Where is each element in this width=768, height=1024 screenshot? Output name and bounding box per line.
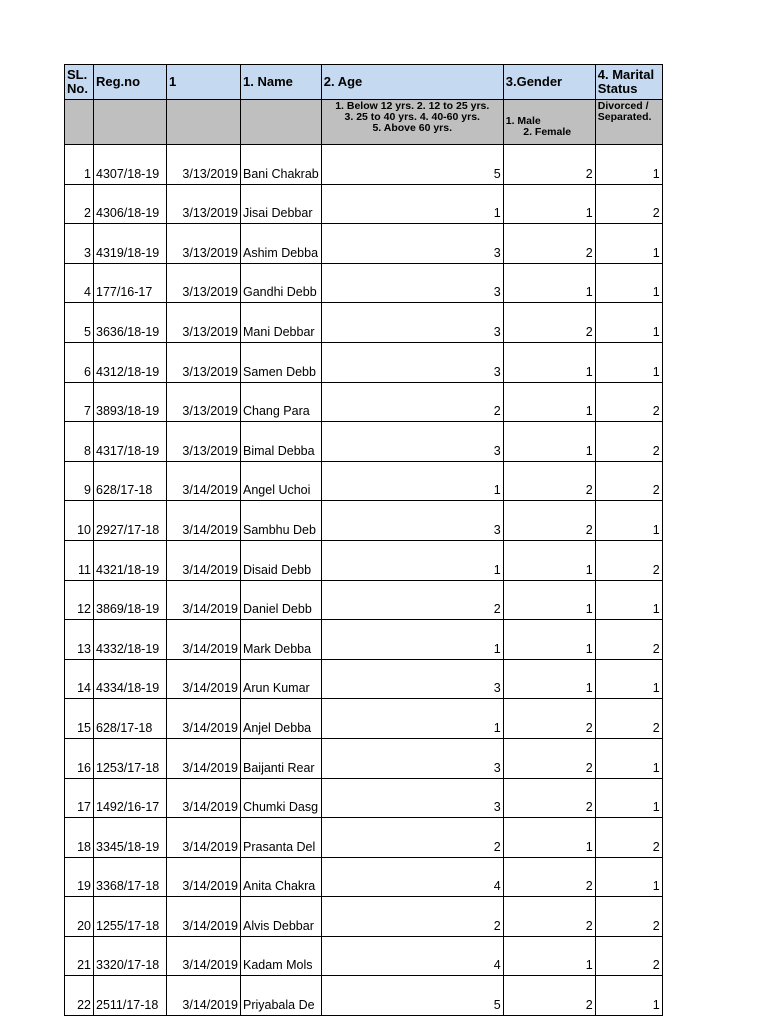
cell-date[interactable]: 3/14/2019 <box>167 936 241 976</box>
cell-marital-status[interactable]: 1 <box>595 857 662 897</box>
cell-gender[interactable]: 1 <box>503 184 595 224</box>
cell-name[interactable]: Mark Debba <box>241 620 322 660</box>
cell-name[interactable]: Bimal Debba <box>241 422 322 462</box>
cell-name[interactable]: Anjel Debba <box>241 699 322 739</box>
cell-name[interactable]: Gandhi Debb <box>241 263 322 303</box>
cell-gender[interactable]: 1 <box>503 382 595 422</box>
cell-sl-no[interactable]: 17 <box>65 778 94 818</box>
cell-age[interactable]: 3 <box>321 778 503 818</box>
cell-name[interactable]: Disaid Debb <box>241 540 322 580</box>
cell-reg-no[interactable]: 2927/17-18 <box>94 501 167 541</box>
cell-date[interactable]: 3/14/2019 <box>167 461 241 501</box>
subheader-empty <box>65 100 94 145</box>
cell-reg-no[interactable]: 3636/18-19 <box>94 303 167 343</box>
cell-reg-no[interactable]: 3869/18-19 <box>94 580 167 620</box>
cell-date[interactable]: 3/14/2019 <box>167 778 241 818</box>
table-row <box>65 184 663 224</box>
cell-name[interactable]: Samen Debb <box>241 342 322 382</box>
cell-sl-no[interactable]: 21 <box>65 936 94 976</box>
cell-reg-no[interactable]: 4321/18-19 <box>94 540 167 580</box>
cell-sl-no[interactable]: 8 <box>65 422 94 462</box>
cell-marital-status[interactable]: 2 <box>595 184 662 224</box>
cell-date[interactable]: 3/13/2019 <box>167 145 241 185</box>
cell-marital-status[interactable]: 1 <box>595 263 662 303</box>
cell-gender[interactable]: 2 <box>503 778 595 818</box>
cell-sl-no[interactable]: 4 <box>65 263 94 303</box>
cell-name[interactable]: Angel Uchoi <box>241 461 322 501</box>
cell-reg-no[interactable]: 4317/18-19 <box>94 422 167 462</box>
cell-age[interactable]: 1 <box>321 620 503 660</box>
cell-name[interactable]: Anita Chakra <box>241 857 322 897</box>
cell-age[interactable]: 5 <box>321 976 503 1016</box>
cell-reg-no[interactable]: 4307/18-19 <box>94 145 167 185</box>
table-row <box>65 659 663 699</box>
table-row <box>65 897 663 937</box>
cell-sl-no[interactable]: 5 <box>65 303 94 343</box>
cell-date[interactable]: 3/14/2019 <box>167 818 241 858</box>
header-row <box>65 65 663 100</box>
cell-reg-no[interactable]: 628/17-18 <box>94 461 167 501</box>
cell-reg-no[interactable]: 3893/18-19 <box>94 382 167 422</box>
subheader-marital-codes: Divorced / Separated. <box>595 100 662 145</box>
cell-gender[interactable]: 2 <box>503 461 595 501</box>
cell-reg-no[interactable]: 4334/18-19 <box>94 659 167 699</box>
table-row <box>65 857 663 897</box>
table-row <box>65 145 663 185</box>
cell-date[interactable]: 3/14/2019 <box>167 857 241 897</box>
cell-sl-no[interactable]: 15 <box>65 699 94 739</box>
subheader-age-codes: 1. Below 12 yrs. 2. 12 to 25 yrs. 3. 25 to 40 yrs. 4. 40-60 yrs. 5. Above 60 yrs. <box>321 100 503 145</box>
cell-sl-no[interactable]: 2 <box>65 184 94 224</box>
header-age: 2. Age <box>321 65 503 100</box>
cell-sl-no[interactable]: 18 <box>65 818 94 858</box>
cell-gender[interactable]: 1 <box>503 936 595 976</box>
cell-reg-no[interactable]: 3320/17-18 <box>94 936 167 976</box>
table-row <box>65 738 663 778</box>
cell-gender[interactable]: 1 <box>503 620 595 660</box>
cell-name[interactable]: Chang Para <box>241 382 322 422</box>
table-row <box>65 422 663 462</box>
cell-marital-status[interactable]: 2 <box>595 818 662 858</box>
cell-date[interactable]: 3/13/2019 <box>167 342 241 382</box>
cell-sl-no[interactable]: 7 <box>65 382 94 422</box>
cell-name[interactable]: Kadam Mols <box>241 936 322 976</box>
cell-sl-no[interactable]: 13 <box>65 620 94 660</box>
cell-marital-status[interactable]: 1 <box>595 145 662 185</box>
cell-age[interactable]: 1 <box>321 699 503 739</box>
subheader-empty <box>94 100 167 145</box>
cell-gender[interactable]: 2 <box>503 897 595 937</box>
cell-sl-no[interactable]: 14 <box>65 659 94 699</box>
cell-sl-no[interactable]: 22 <box>65 976 94 1016</box>
cell-reg-no[interactable]: 628/17-18 <box>94 699 167 739</box>
cell-date[interactable]: 3/14/2019 <box>167 659 241 699</box>
cell-marital-status[interactable]: 1 <box>595 303 662 343</box>
cell-gender[interactable]: 2 <box>503 224 595 264</box>
cell-name[interactable]: Alvis Debbar <box>241 897 322 937</box>
cell-marital-status[interactable]: 1 <box>595 976 662 1016</box>
cell-age[interactable]: 3 <box>321 224 503 264</box>
cell-reg-no[interactable]: 1255/17-18 <box>94 897 167 937</box>
cell-gender[interactable]: 1 <box>503 422 595 462</box>
cell-reg-no[interactable]: 4332/18-19 <box>94 620 167 660</box>
cell-marital-status[interactable]: 2 <box>595 540 662 580</box>
cell-age[interactable]: 2 <box>321 818 503 858</box>
cell-reg-no[interactable]: 177/16-17 <box>94 263 167 303</box>
cell-sl-no[interactable]: 16 <box>65 738 94 778</box>
cell-reg-no[interactable]: 4319/18-19 <box>94 224 167 264</box>
cell-sl-no[interactable]: 1 <box>65 145 94 185</box>
cell-reg-no[interactable]: 4306/18-19 <box>94 184 167 224</box>
table-row <box>65 699 663 739</box>
cell-gender[interactable]: 2 <box>503 145 595 185</box>
cell-marital-status[interactable]: 2 <box>595 620 662 660</box>
cell-age[interactable]: 3 <box>321 263 503 303</box>
table-row <box>65 818 663 858</box>
cell-name[interactable]: Jisai Debbar <box>241 184 322 224</box>
cell-marital-status[interactable]: 2 <box>595 382 662 422</box>
table-row <box>65 540 663 580</box>
table-row <box>65 778 663 818</box>
cell-age[interactable]: 3 <box>321 342 503 382</box>
cell-age[interactable]: 2 <box>321 580 503 620</box>
table-row <box>65 303 663 343</box>
cell-gender[interactable]: 2 <box>503 699 595 739</box>
cell-gender[interactable]: 1 <box>503 580 595 620</box>
table-row <box>65 342 663 382</box>
subheader-gender-codes: 1. Male 2. Female <box>503 100 595 145</box>
cell-age[interactable]: 3 <box>321 501 503 541</box>
cell-sl-no[interactable]: 3 <box>65 224 94 264</box>
spreadsheet <box>64 64 663 1016</box>
cell-date[interactable]: 3/14/2019 <box>167 897 241 937</box>
cell-age[interactable]: 3 <box>321 738 503 778</box>
cell-date[interactable]: 3/14/2019 <box>167 540 241 580</box>
cell-age[interactable]: 5 <box>321 145 503 185</box>
cell-age[interactable]: 2 <box>321 382 503 422</box>
cell-age[interactable]: 4 <box>321 936 503 976</box>
cell-marital-status[interactable]: 2 <box>595 422 662 462</box>
cell-marital-status[interactable]: 1 <box>595 342 662 382</box>
cell-reg-no[interactable]: 1492/16-17 <box>94 778 167 818</box>
table-row <box>65 620 663 660</box>
cell-gender[interactable]: 2 <box>503 501 595 541</box>
cell-age[interactable]: 4 <box>321 857 503 897</box>
cell-gender[interactable]: 1 <box>503 659 595 699</box>
cell-date[interactable]: 3/13/2019 <box>167 382 241 422</box>
cell-marital-status[interactable]: 2 <box>595 699 662 739</box>
cell-gender[interactable]: 1 <box>503 818 595 858</box>
header-gender: 3.Gender <box>503 65 595 100</box>
cell-gender[interactable]: 2 <box>503 303 595 343</box>
cell-gender[interactable]: 1 <box>503 263 595 303</box>
cell-name[interactable]: Daniel Debb <box>241 580 322 620</box>
header-reg-no: Reg.no <box>94 65 167 100</box>
cell-name[interactable]: Mani Debbar <box>241 303 322 343</box>
cell-age[interactable]: 1 <box>321 461 503 501</box>
cell-date[interactable]: 3/13/2019 <box>167 263 241 303</box>
header-date: 1 <box>167 65 241 100</box>
cell-name[interactable]: Baijanti Rear <box>241 738 322 778</box>
cell-date[interactable]: 3/14/2019 <box>167 501 241 541</box>
cell-date[interactable]: 3/13/2019 <box>167 422 241 462</box>
table-row <box>65 580 663 620</box>
cell-name[interactable]: Ashim Debba <box>241 224 322 264</box>
cell-age[interactable]: 3 <box>321 303 503 343</box>
table-row <box>65 382 663 422</box>
subheader-row <box>65 100 663 145</box>
cell-date[interactable]: 3/13/2019 <box>167 184 241 224</box>
cell-reg-no[interactable]: 3368/17-18 <box>94 857 167 897</box>
subheader-empty <box>167 100 241 145</box>
cell-age[interactable]: 3 <box>321 422 503 462</box>
cell-date[interactable]: 3/14/2019 <box>167 620 241 660</box>
cell-age[interactable]: 1 <box>321 184 503 224</box>
table-row <box>65 263 663 303</box>
cell-sl-no[interactable]: 11 <box>65 540 94 580</box>
cell-reg-no[interactable]: 2511/17-18 <box>94 976 167 1016</box>
cell-date[interactable]: 3/13/2019 <box>167 303 241 343</box>
header-marital-status: 4. Marital Status <box>595 65 662 100</box>
table-row <box>65 461 663 501</box>
cell-gender[interactable]: 2 <box>503 976 595 1016</box>
cell-gender[interactable]: 1 <box>503 342 595 382</box>
table-row <box>65 224 663 264</box>
cell-reg-no[interactable]: 3345/18-19 <box>94 818 167 858</box>
cell-name[interactable]: Priyabala De <box>241 976 322 1016</box>
cell-date[interactable]: 3/14/2019 <box>167 580 241 620</box>
cell-sl-no[interactable]: 19 <box>65 857 94 897</box>
cell-sl-no[interactable]: 6 <box>65 342 94 382</box>
cell-marital-status[interactable]: 1 <box>595 501 662 541</box>
cell-date[interactable]: 3/14/2019 <box>167 699 241 739</box>
cell-sl-no[interactable]: 20 <box>65 897 94 937</box>
cell-date[interactable]: 3/13/2019 <box>167 224 241 264</box>
data-table <box>64 64 663 1016</box>
cell-name[interactable]: Arun Kumar <box>241 659 322 699</box>
cell-gender[interactable]: 2 <box>503 857 595 897</box>
cell-name[interactable]: Prasanta Del <box>241 818 322 858</box>
cell-name[interactable]: Sambhu Deb <box>241 501 322 541</box>
cell-name[interactable]: Bani Chakrab <box>241 145 322 185</box>
cell-sl-no[interactable]: 12 <box>65 580 94 620</box>
cell-reg-no[interactable]: 1253/17-18 <box>94 738 167 778</box>
cell-sl-no[interactable]: 10 <box>65 501 94 541</box>
table-row <box>65 936 663 976</box>
cell-reg-no[interactable]: 4312/18-19 <box>94 342 167 382</box>
cell-marital-status[interactable]: 2 <box>595 461 662 501</box>
header-sl-no: SL. No. <box>65 65 94 100</box>
cell-marital-status[interactable]: 1 <box>595 580 662 620</box>
cell-marital-status[interactable]: 2 <box>595 936 662 976</box>
cell-date[interactable]: 3/14/2019 <box>167 976 241 1016</box>
cell-sl-no[interactable]: 9 <box>65 461 94 501</box>
header-name: 1. Name <box>241 65 322 100</box>
cell-marital-status[interactable]: 1 <box>595 224 662 264</box>
cell-marital-status[interactable]: 2 <box>595 897 662 937</box>
cell-marital-status[interactable]: 1 <box>595 659 662 699</box>
cell-marital-status[interactable]: 1 <box>595 778 662 818</box>
cell-date[interactable]: 3/14/2019 <box>167 738 241 778</box>
table-row <box>65 976 663 1016</box>
cell-age[interactable]: 2 <box>321 897 503 937</box>
cell-gender[interactable]: 1 <box>503 540 595 580</box>
table-row <box>65 501 663 541</box>
subheader-empty <box>241 100 322 145</box>
cell-name[interactable]: Chumki Dasg <box>241 778 322 818</box>
cell-gender[interactable]: 2 <box>503 738 595 778</box>
cell-age[interactable]: 3 <box>321 659 503 699</box>
cell-marital-status[interactable]: 1 <box>595 738 662 778</box>
cell-age[interactable]: 1 <box>321 540 503 580</box>
